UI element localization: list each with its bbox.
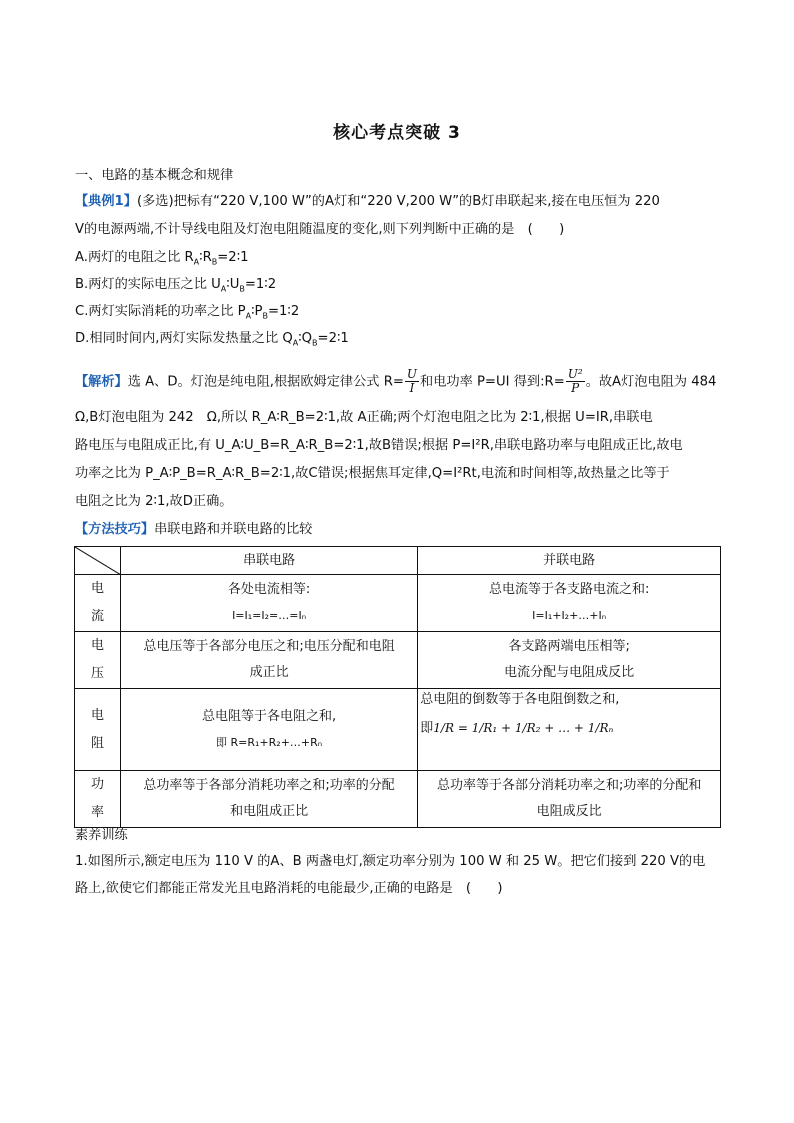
- row-head-current: 电 流: [75, 575, 121, 632]
- analysis-line-4: 功率之比为 P_A∶P_B=R_A∶R_B=2∶1,故C错误;根据焦耳定律,Q=I²Rt,电流和时间相等,故热量之比等于: [75, 466, 670, 481]
- cell-series-voltage: 总电压等于各部分电压之和;电压分配和电阻 成正比: [120, 632, 417, 689]
- method-heading: 【方法技巧】串联电路和并联电路的比较: [75, 522, 313, 537]
- analysis-line-2: Ω,B灯泡电阻为 242 Ω,所以 R_A∶R_B=2∶1,故 A正确;两个灯泡电阻之比为 2∶1,根据 U=IR,串联电: [75, 410, 653, 425]
- analysis-line-5: 电阻之比为 2∶1,故D正确。: [75, 494, 233, 509]
- table-row: [75, 771, 721, 828]
- example-line-1: [75, 192, 660, 212]
- row-head-voltage: 电 压: [75, 632, 121, 689]
- row-head-resistance: 电 阻: [75, 689, 121, 771]
- table-row: [75, 575, 721, 632]
- method-tag: 【方法技巧】: [75, 522, 155, 537]
- table-row: [75, 632, 721, 689]
- cell-series-power: 总功率等于各部分消耗功率之和;功率的分配 和电阻成正比: [120, 771, 417, 828]
- training-heading: 素养训练: [75, 828, 128, 843]
- option-c: C.两灯实际消耗的功率之比 $P_A∶P_B=1∶2$: [75, 304, 300, 321]
- cell-parallel-power: 总功率等于各部分消耗功率之和;功率的分配和 电阻成反比: [418, 771, 721, 828]
- option-a: A.两灯的电阻之比 $R_A∶R_B=2∶1$: [75, 250, 249, 267]
- power-fraction: $\frac{\text{U²}}{P}$: [567, 367, 583, 395]
- example-line-2: V的电源两端,不计导线电阻及灯泡电阻随温度的变化,则下列判断中正确的是 ( ): [75, 222, 565, 237]
- cell-parallel-resistance: 总电阻的倒数等于各电阻倒数之和, 即1/R = 1/R₁ + 1/R₂ + … + 1/Rₙ: [418, 689, 721, 771]
- option-d: D.相同时间内,两灯实际发热量之比 $Q_A∶Q_B=2∶1$: [75, 331, 349, 348]
- cell-series-resistance: 总电阻等于各电阻之和, 即 R=R₁+R₂+…+Rₙ: [120, 689, 417, 771]
- table-row: [75, 689, 721, 771]
- table-corner: [75, 547, 121, 575]
- example-text-1: (多选)把标有“220 V,100 W”的A灯和“220 V,200 W”的B灯串联起来,接在电压恒为 220: [136, 194, 660, 209]
- cell-series-current: 各处电流相等: I=I₁=I₂=…=Iₙ: [120, 575, 417, 632]
- comparison-table: [74, 546, 721, 828]
- parallel-resistance-formula: 即1/R = 1/R₁ + 1/R₂ + … + 1/Rₙ: [420, 721, 614, 736]
- analysis-line-3: 路电压与电阻成正比,有 U_A∶U_B=R_A∶R_B=2∶1,故B错误;根据 P=I²R,串联电路功率与电阻成正比,故电: [75, 438, 683, 453]
- header-parallel: 并联电路: [418, 547, 721, 575]
- option-b: B.两灯的实际电压之比 $U_A∶U_B=1∶2$: [75, 277, 277, 294]
- section-heading: 一、电路的基本概念和规律: [75, 168, 234, 183]
- example-tag: 【典例1】: [75, 194, 137, 209]
- question-1-line-1: 1.如图所示,额定电压为 110 V 的A、B 两盏电灯,额定功率分别为 100 W 和 25 W。把它们接到 220 V的电: [75, 854, 706, 869]
- cell-parallel-voltage: 各支路两端电压相等; 电流分配与电阻成反比: [418, 632, 721, 689]
- analysis-tag: 【解析】: [75, 374, 128, 390]
- analysis-line-1: 【解析】选 A、D。灯泡是纯电阻,根据欧姆定律公式 R= $\frac{U}{I}$ 和电功率 P=UI 得到:R= $\frac{\text{U²}}{P}$ 。故A灯泡电阻为 484: [75, 367, 717, 395]
- ohm-fraction: $\frac{U}{I}$: [406, 367, 418, 395]
- question-1-line-2: 路上,欲使它们都能正常发光且电路消耗的电能最少,正确的电路是 ( ): [75, 881, 503, 896]
- cell-parallel-current: 总电流等于各支路电流之和: I=I₁+I₂+…+Iₙ: [418, 575, 721, 632]
- header-series: 串联电路: [120, 547, 417, 575]
- row-head-power: 功 率: [75, 771, 121, 828]
- page-title: 核心考点突破 3: [333, 123, 461, 143]
